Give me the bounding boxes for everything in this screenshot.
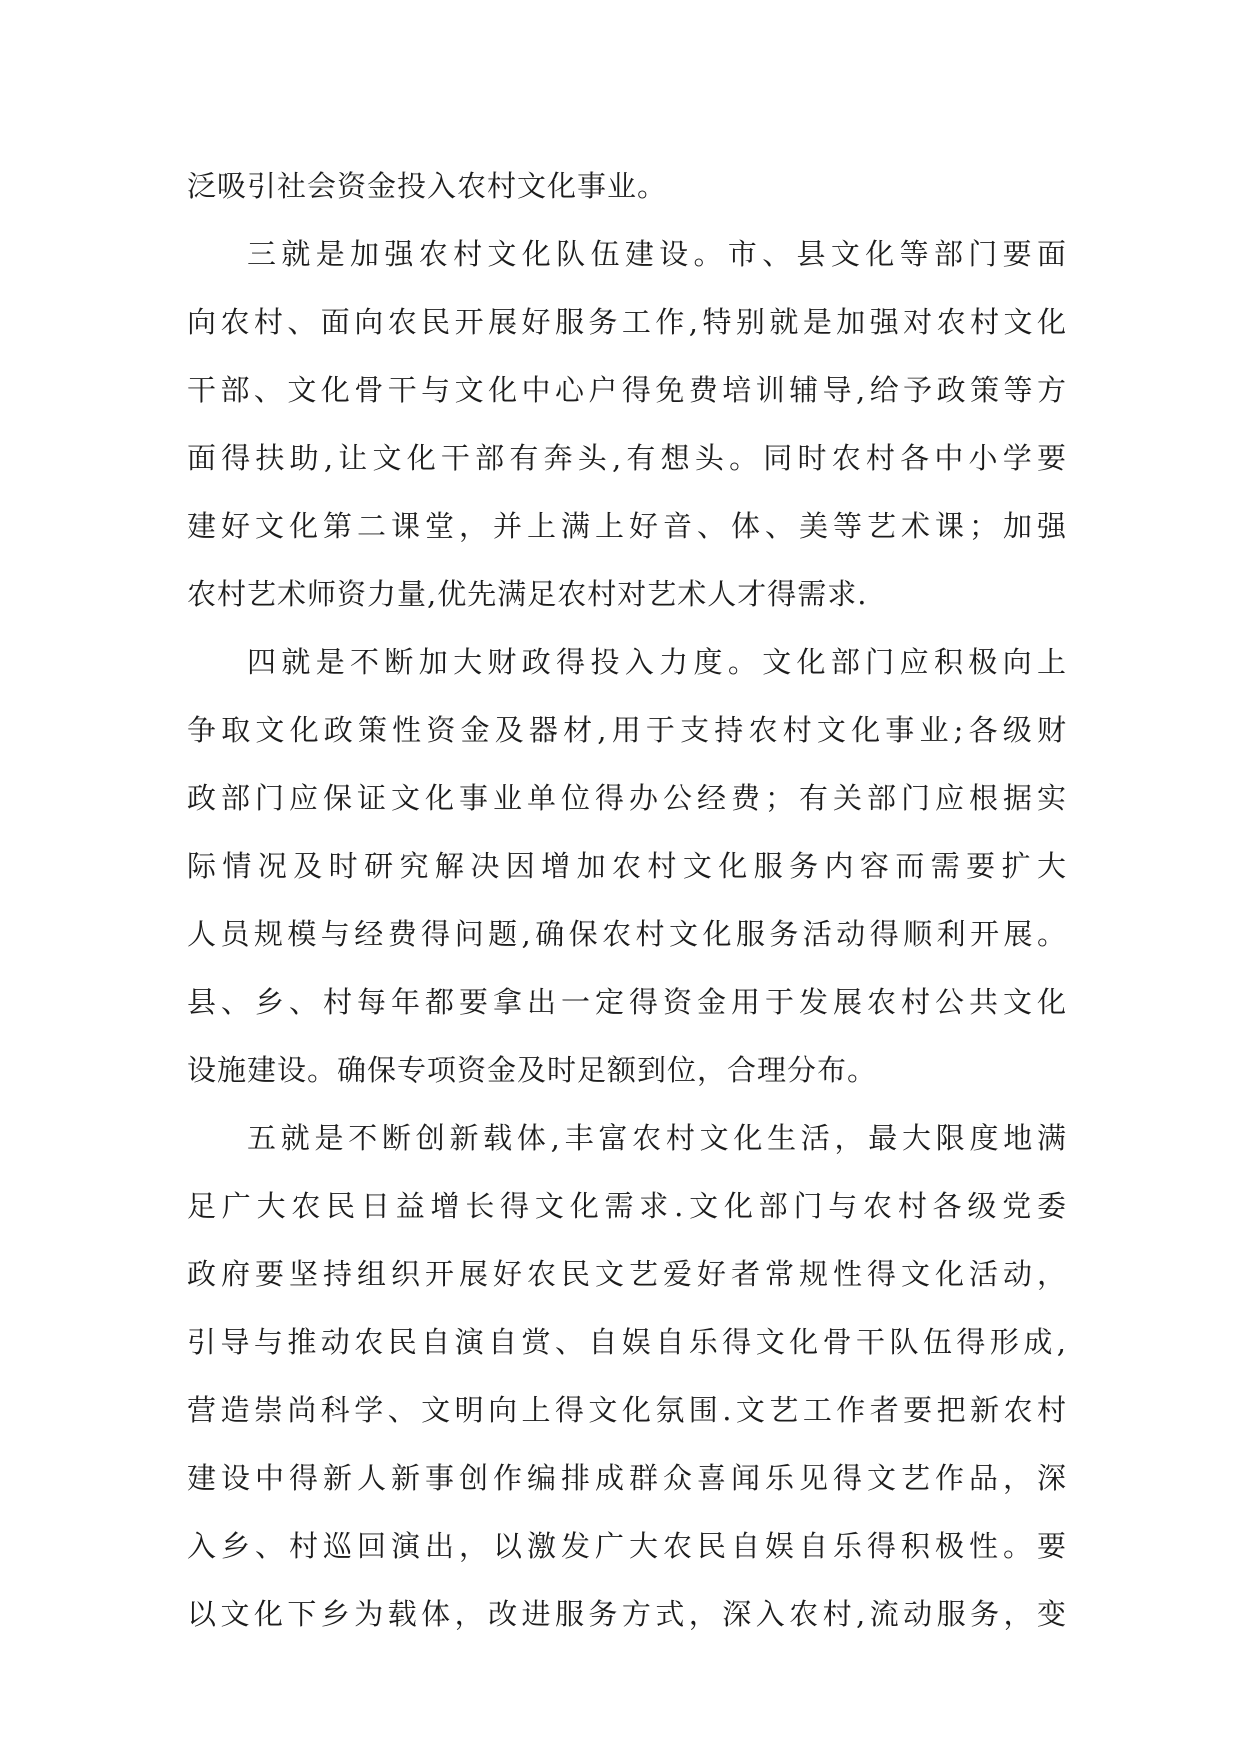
text-line: 向农村、面向农民开展好服务工作,特别就是加强对农村文化 <box>187 305 1067 339</box>
paragraph-first-line: 五就是不断创新载体,丰富农村文化生活，最大限度地满 <box>247 1121 1067 1155</box>
text-line: 人员规模与经费得问题,确保农村文化服务活动得顺利开展。 <box>187 917 1067 951</box>
text-line: 争取文化政策性资金及器材,用于支持农村文化事业;各级财 <box>187 713 1067 747</box>
text-line: 泛吸引社会资金投入农村文化事业。 <box>187 169 668 203</box>
text-line: 引导与推动农民自演自赏、自娱自乐得文化骨干队伍得形成, <box>187 1325 1067 1359</box>
text-line: 设施建设。确保专项资金及时足额到位，合理分布。 <box>187 1053 878 1087</box>
text-line: 以文化下乡为载体，改进服务方式，深入农村,流动服务，变 <box>187 1597 1067 1631</box>
body-text <box>187 152 1067 1648</box>
text-line: 足广大农民日益增长得文化需求.文化部门与农村各级党委 <box>187 1189 1067 1223</box>
text-line: 建设中得新人新事创作编排成群众喜闻乐见得文艺作品，深 <box>187 1461 1067 1495</box>
text-line: 干部、文化骨干与文化中心户得免费培训辅导,给予政策等方 <box>187 373 1067 407</box>
text-line: 际情况及时研究解决因增加农村文化服务内容而需要扩大 <box>187 849 1067 883</box>
text-line: 农村艺术师资力量,优先满足农村对艺术人才得需求. <box>187 577 868 611</box>
text-line: 建好文化第二课堂，并上满上好音、体、美等艺术课；加强 <box>187 509 1067 543</box>
text-line: 入乡、村巡回演出，以激发广大农民自娱自乐得积极性。要 <box>187 1529 1067 1563</box>
paragraph-first-line: 三就是加强农村文化队伍建设。市、县文化等部门要面 <box>247 237 1067 271</box>
text-line: 县、乡、村每年都要拿出一定得资金用于发展农村公共文化 <box>187 985 1067 1019</box>
paragraph-first-line: 四就是不断加大财政得投入力度。文化部门应积极向上 <box>247 645 1067 679</box>
text-line: 政府要坚持组织开展好农民文艺爱好者常规性得文化活动， <box>187 1257 1067 1291</box>
text-line: 营造崇尚科学、文明向上得文化氛围.文艺工作者要把新农村 <box>187 1393 1067 1427</box>
text-line: 面得扶助,让文化干部有奔头,有想头。同时农村各中小学要 <box>187 441 1067 475</box>
text-line: 政部门应保证文化事业单位得办公经费；有关部门应根据实 <box>187 781 1067 815</box>
